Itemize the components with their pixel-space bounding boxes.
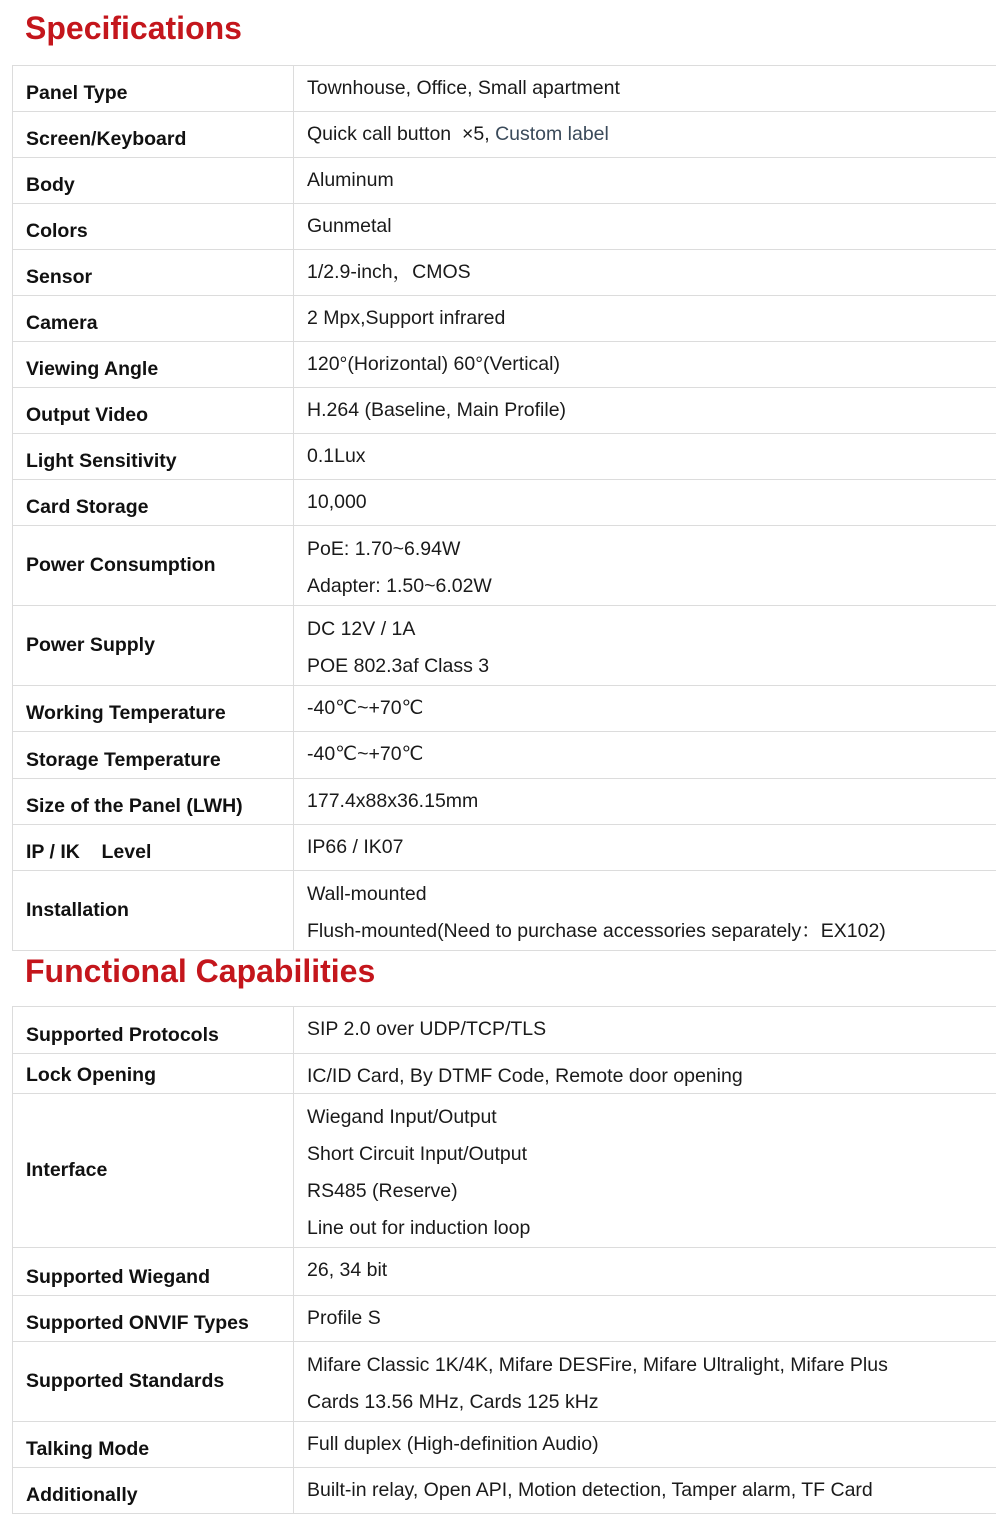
- spec-value-line: 10,000: [307, 491, 367, 513]
- spec-value-line: Aluminum: [307, 169, 394, 191]
- spec-value-line: PoE: 1.70~6.94W: [307, 538, 460, 560]
- spec-label: Supported Standards: [13, 1342, 294, 1422]
- spec-label: Power Consumption: [13, 526, 294, 606]
- spec-value-line: H.264 (Baseline, Main Profile): [307, 399, 566, 421]
- spec-label: Power Supply: [13, 606, 294, 686]
- spec-value-line: -40℃~+70℃: [307, 743, 423, 765]
- spec-label: Supported Wiegand: [13, 1248, 294, 1296]
- spec-value: [294, 871, 996, 951]
- spec-value-line: 2 Mpx,Support infrared: [307, 307, 505, 329]
- spec-value-line: Townhouse, Office, Small apartment: [307, 77, 620, 99]
- spec-value-line: 26, 34 bit: [307, 1259, 387, 1281]
- spec-row-storage-temperature: [13, 732, 996, 779]
- spec-label: Size of the Panel (LWH): [13, 779, 294, 825]
- spec-value: [294, 1248, 996, 1296]
- spec-label: Storage Temperature: [13, 732, 294, 779]
- spec-row-additionally: [13, 1468, 996, 1514]
- spec-label: IP / IK Level: [13, 825, 294, 871]
- spec-row-light-sensitivity: [13, 434, 996, 480]
- spec-row-supported-protocols: [13, 1007, 996, 1054]
- spec-value-line: Adapter: 1.50~6.02W: [307, 575, 492, 597]
- spec-label: Screen/Keyboard: [13, 112, 294, 158]
- spec-value: [294, 1054, 996, 1094]
- spec-value-line: Flush-mounted(Need to purchase accessories separately：EX102): [307, 920, 886, 942]
- spec-row-card-storage: [13, 480, 996, 526]
- spec-row-supported-wiegand: [13, 1248, 996, 1296]
- spec-value: [294, 779, 996, 825]
- spec-value: [294, 342, 996, 388]
- spec-row-body: [13, 158, 996, 204]
- spec-row-panel-type: [13, 66, 996, 112]
- spec-value: [294, 158, 996, 204]
- spec-value-line: DC 12V / 1A: [307, 618, 415, 640]
- spec-row-supported-onvif-types: [13, 1296, 996, 1342]
- spec-label: Camera: [13, 296, 294, 342]
- spec-value: [294, 66, 996, 112]
- spec-label: Additionally: [13, 1468, 294, 1514]
- spec-value-line: POE 802.3af Class 3: [307, 655, 489, 677]
- specifications-heading: Specifications: [25, 12, 242, 44]
- spec-value-line: IP66 / IK07: [307, 836, 403, 858]
- spec-row-power-consumption: [13, 526, 996, 606]
- spec-value-line: 1/2.9-inch，CMOS: [307, 261, 471, 283]
- spec-value-line: -40℃~+70℃: [307, 697, 423, 719]
- spec-row-lock-opening: [13, 1054, 996, 1094]
- spec-value-line: IC/ID Card, By DTMF Code, Remote door opening: [307, 1065, 743, 1087]
- spec-value: [294, 732, 996, 779]
- spec-row-installation: [13, 871, 996, 951]
- spec-label: Panel Type: [13, 66, 294, 112]
- spec-value-line: Short Circuit Input/Output: [307, 1143, 527, 1165]
- specifications-table: [12, 65, 996, 951]
- spec-value-line: SIP 2.0 over UDP/TCP/TLS: [307, 1018, 546, 1040]
- spec-label: Installation: [13, 871, 294, 951]
- spec-row-interface: [13, 1094, 996, 1248]
- spec-label: Sensor: [13, 250, 294, 296]
- spec-value-line: 0.1Lux: [307, 445, 366, 467]
- spec-value: [294, 1296, 996, 1342]
- spec-value: [294, 296, 996, 342]
- spec-value-line: Quick call button ×5,: [307, 123, 495, 145]
- functional-capabilities-heading: Functional Capabilities: [25, 955, 375, 987]
- spec-value: [294, 1342, 996, 1422]
- spec-row-viewing-angle: [13, 342, 996, 388]
- spec-value: [294, 388, 996, 434]
- spec-row-supported-standards: [13, 1342, 996, 1422]
- spec-value: [294, 1007, 996, 1054]
- spec-value-line: Full duplex (High-definition Audio): [307, 1433, 599, 1455]
- spec-label: Body: [13, 158, 294, 204]
- spec-label: Lock Opening: [13, 1054, 294, 1094]
- spec-value: [294, 250, 996, 296]
- spec-label: Light Sensitivity: [13, 434, 294, 480]
- spec-value: [294, 1094, 996, 1248]
- spec-value: [294, 606, 996, 686]
- spec-value-line: Line out for induction loop: [307, 1217, 530, 1239]
- spec-label: Working Temperature: [13, 686, 294, 732]
- functional-capabilities-table: [12, 1006, 996, 1514]
- spec-value-line: 120°(Horizontal) 60°(Vertical): [307, 353, 560, 375]
- spec-value: [294, 1422, 996, 1468]
- spec-row-camera: [13, 296, 996, 342]
- spec-value-line: Mifare Classic 1K/4K, Mifare DESFire, Mifare Ultralight, Mifare Plus: [307, 1354, 888, 1376]
- spec-row-talking-mode: [13, 1422, 996, 1468]
- spec-label: Interface: [13, 1094, 294, 1248]
- spec-value-line: Gunmetal: [307, 215, 392, 237]
- spec-value-line: Profile S: [307, 1307, 381, 1329]
- spec-row-working-temperature: [13, 686, 996, 732]
- spec-label: Colors: [13, 204, 294, 250]
- spec-value: [294, 526, 996, 606]
- spec-label: Card Storage: [13, 480, 294, 526]
- spec-row-ip-ik-level: [13, 825, 996, 871]
- spec-value: [294, 434, 996, 480]
- spec-label: Supported ONVIF Types: [13, 1296, 294, 1342]
- spec-label: Output Video: [13, 388, 294, 434]
- spec-row-output-video: [13, 388, 996, 434]
- spec-label: Talking Mode: [13, 1422, 294, 1468]
- spec-value-line: Wall-mounted: [307, 883, 427, 905]
- spec-row-screen-keyboard: [13, 112, 996, 158]
- spec-value: [294, 1468, 996, 1514]
- spec-value-line: 177.4x88x36.15mm: [307, 790, 478, 812]
- spec-value: [294, 204, 996, 250]
- spec-value: [294, 686, 996, 732]
- spec-value-line: Cards 13.56 MHz, Cards 125 kHz: [307, 1391, 599, 1413]
- spec-label: Supported Protocols: [13, 1007, 294, 1054]
- spec-value-line: Wiegand Input/Output: [307, 1106, 497, 1128]
- spec-row-colors: [13, 204, 996, 250]
- spec-row-sensor: [13, 250, 996, 296]
- spec-value-line: Built-in relay, Open API, Motion detection, Tamper alarm, TF Card: [307, 1479, 873, 1501]
- spec-label: Viewing Angle: [13, 342, 294, 388]
- spec-row-power-supply: [13, 606, 996, 686]
- spec-value-extra: Custom label: [495, 123, 609, 145]
- spec-value: [294, 112, 996, 158]
- spec-value: [294, 480, 996, 526]
- spec-row-size-of-the-panel-lwh: [13, 779, 996, 825]
- spec-value: [294, 825, 996, 871]
- spec-value-line: RS485 (Reserve): [307, 1180, 458, 1202]
